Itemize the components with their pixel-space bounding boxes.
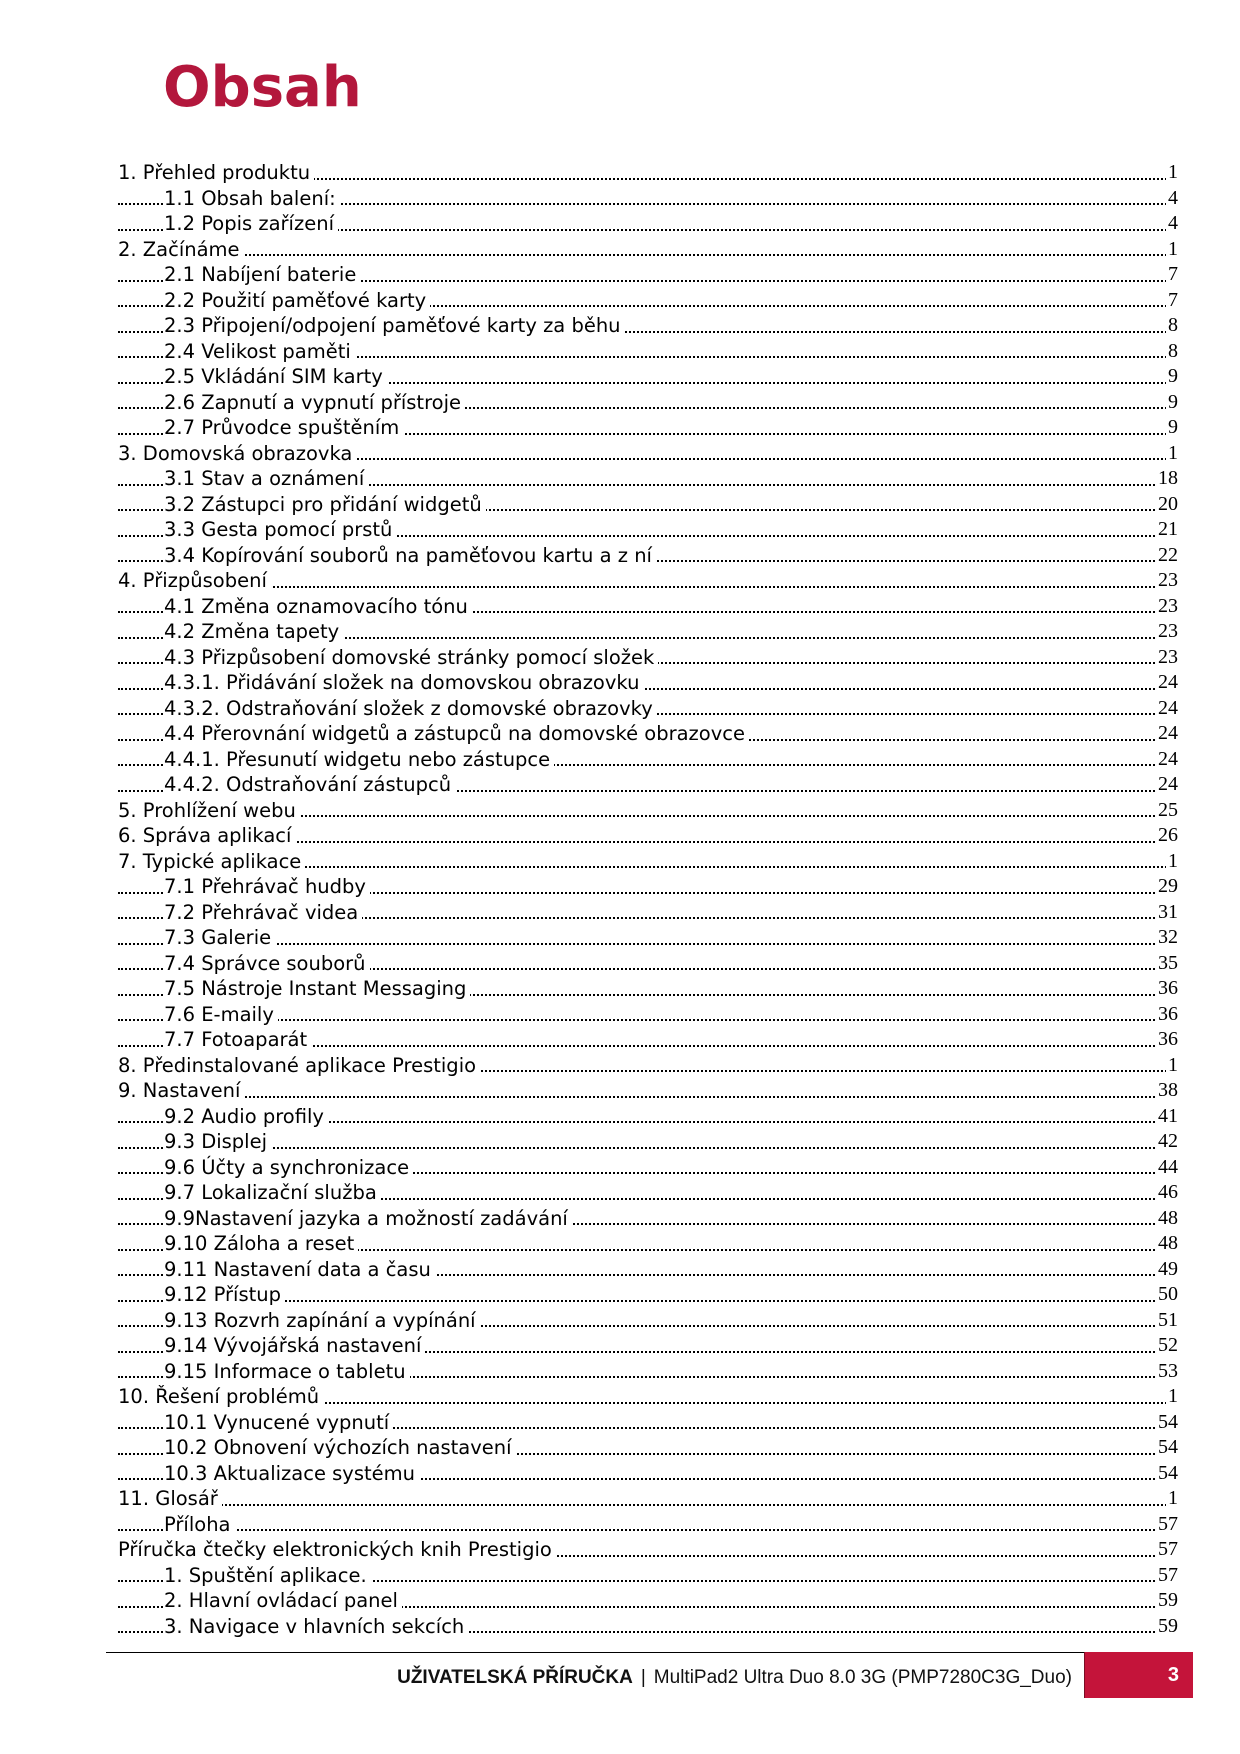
toc-entry-label: 9.13 Rozvrh zapínání a vypínání <box>164 1309 480 1332</box>
toc-entry-label: 9.9Nastavení jazyka a možností zadávání <box>164 1207 572 1230</box>
toc-entry-label: 11. Glosář <box>118 1487 222 1510</box>
toc-entry-page: 48 <box>1156 1206 1178 1232</box>
toc-entry-label: 1.2 Popis zařízení <box>164 212 338 235</box>
toc-entry[interactable] <box>118 415 1178 441</box>
toc-entry[interactable] <box>118 645 1178 671</box>
toc-entry-page: 20 <box>1156 492 1178 518</box>
toc-entry-label: 4.4.2. Odstraňování zástupců <box>164 773 455 796</box>
toc-entry[interactable] <box>118 262 1178 288</box>
toc-entry[interactable] <box>118 1512 1178 1538</box>
toc-entry[interactable] <box>118 517 1178 543</box>
toc-entry-page: 1 <box>1166 441 1178 467</box>
toc-entry[interactable] <box>118 390 1178 416</box>
toc-entry-page: 57 <box>1156 1563 1178 1589</box>
toc-entry-page: 7 <box>1166 288 1178 314</box>
toc-entry-label: 9.12 Přístup <box>164 1283 285 1306</box>
toc-entry-page: 1 <box>1166 849 1178 875</box>
toc-entry-page: 57 <box>1156 1512 1178 1538</box>
toc-entry[interactable] <box>118 1537 1178 1563</box>
dot-leader <box>118 1504 1178 1506</box>
toc-entry-page: 1 <box>1166 160 1178 186</box>
toc-entry-page: 54 <box>1156 1410 1178 1436</box>
table-of-contents <box>118 160 1178 1639</box>
toc-entry-page: 26 <box>1156 823 1178 849</box>
dot-leader <box>118 1147 1178 1149</box>
toc-entry[interactable] <box>118 976 1178 1002</box>
toc-entry-page: 44 <box>1156 1155 1178 1181</box>
toc-entry-page: 31 <box>1156 900 1178 926</box>
toc-entry[interactable] <box>118 1282 1178 1308</box>
toc-entry-page: 1 <box>1166 237 1178 263</box>
toc-entry-page: 21 <box>1156 517 1178 543</box>
toc-entry[interactable] <box>118 594 1178 620</box>
toc-entry-page: 9 <box>1166 415 1178 441</box>
toc-entry-label: 3. Domovská obrazovka <box>118 442 356 465</box>
toc-entry-label: 10. Řešení problémů <box>118 1385 323 1408</box>
footer-manual-title: UŽIVATELSKÁ PŘÍRUČKA <box>397 1667 633 1688</box>
footer-model: MultiPad2 Ultra Duo 8.0 3G (PMP7280C3G_Duo) <box>653 1667 1072 1688</box>
toc-entry[interactable] <box>118 1359 1178 1385</box>
toc-entry-label: 4.1 Změna oznamovacího tónu <box>164 595 472 618</box>
toc-entry-page: 35 <box>1156 951 1178 977</box>
toc-entry[interactable] <box>118 1257 1178 1283</box>
toc-entry[interactable] <box>118 925 1178 951</box>
toc-entry-label: 4.4 Přerovnání widgetů a zástupců na domovské obrazovce <box>164 722 749 745</box>
toc-entry[interactable] <box>118 747 1178 773</box>
toc-entry[interactable] <box>118 1614 1178 1640</box>
toc-entry-label: 9.10 Záloha a reset <box>164 1232 358 1255</box>
toc-entry-label: 3.1 Stav a oznámení <box>164 467 368 490</box>
page-number: 3 <box>1167 1664 1179 1686</box>
toc-entry[interactable] <box>118 1333 1178 1359</box>
toc-entry-page: 24 <box>1156 696 1178 722</box>
toc-entry-label: 1. Spuštění aplikace. <box>164 1564 371 1587</box>
toc-entry[interactable] <box>118 1461 1178 1487</box>
toc-entry-page: 1 <box>1166 1384 1178 1410</box>
toc-entry-page: 9 <box>1166 364 1178 390</box>
dot-leader <box>118 1096 1178 1098</box>
toc-entry[interactable] <box>118 466 1178 492</box>
toc-entry-label: 7.1 Přehrávač hudby <box>164 875 370 898</box>
footer-divider <box>106 1652 1084 1653</box>
toc-entry[interactable] <box>118 900 1178 926</box>
toc-entry-label: 4.3 Přizpůsobení domovské stránky pomocí složek <box>164 646 658 669</box>
toc-entry-label: 9.3 Displej <box>164 1130 271 1153</box>
toc-entry[interactable] <box>118 1155 1178 1181</box>
toc-entry-label: 4.3.1. Přidávání složek na domovskou obrazovku <box>164 671 643 694</box>
toc-entry-page: 25 <box>1156 798 1178 824</box>
toc-entry-label: 3.2 Zástupci pro přidání widgetů <box>164 493 486 516</box>
toc-entry-label: 3. Navigace v hlavních sekcích <box>164 1615 468 1638</box>
toc-entry-label: 10.1 Vynucené vypnutí <box>164 1411 393 1434</box>
dot-leader <box>118 586 1178 588</box>
toc-entry-page: 32 <box>1156 925 1178 951</box>
toc-entry-label: 9. Nastavení <box>118 1079 244 1102</box>
toc-entry[interactable] <box>118 1486 1178 1512</box>
toc-entry[interactable] <box>118 339 1178 365</box>
toc-entry-label: 2.7 Průvodce spuštěním <box>164 416 403 439</box>
toc-entry-page: 48 <box>1156 1231 1178 1257</box>
toc-entry[interactable] <box>118 951 1178 977</box>
toc-entry-page: 29 <box>1156 874 1178 900</box>
page-number-box <box>1084 1652 1193 1698</box>
toc-entry[interactable] <box>118 874 1178 900</box>
toc-entry-label: 2.5 Vkládání SIM karty <box>164 365 387 388</box>
toc-entry-label: 9.15 Informace o tabletu <box>164 1360 410 1383</box>
toc-entry-label: 9.11 Nastavení data a času <box>164 1258 435 1281</box>
toc-entry-page: 4 <box>1166 211 1178 237</box>
toc-entry[interactable] <box>118 619 1178 645</box>
toc-entry[interactable] <box>118 1410 1178 1436</box>
dot-leader <box>118 254 1178 256</box>
toc-entry[interactable] <box>118 237 1178 263</box>
toc-entry-page: 36 <box>1156 1002 1178 1028</box>
toc-entry-page: 23 <box>1156 619 1178 645</box>
toc-entry[interactable] <box>118 1435 1178 1461</box>
toc-entry-page: 9 <box>1166 390 1178 416</box>
toc-entry-page: 38 <box>1156 1078 1178 1104</box>
toc-entry-label: 2. Začínáme <box>118 238 244 261</box>
toc-entry[interactable] <box>118 1308 1178 1334</box>
toc-entry-page: 23 <box>1156 594 1178 620</box>
toc-entry-label: 7. Typické aplikace <box>118 850 305 873</box>
toc-entry-page: 8 <box>1166 339 1178 365</box>
toc-entry[interactable] <box>118 1027 1178 1053</box>
toc-entry[interactable] <box>118 798 1178 824</box>
toc-entry[interactable] <box>118 492 1178 518</box>
toc-entry-label: 10.2 Obnovení výchozích nastavení <box>164 1436 516 1459</box>
toc-entry-page: 24 <box>1156 772 1178 798</box>
toc-entry-label: 4. Přizpůsobení <box>118 569 271 592</box>
toc-entry[interactable] <box>118 160 1178 186</box>
toc-entry-label: 9.14 Vývojářská nastavení <box>164 1334 425 1357</box>
toc-entry-page: 24 <box>1156 747 1178 773</box>
toc-entry-page: 59 <box>1156 1588 1178 1614</box>
toc-entry[interactable] <box>118 1078 1178 1104</box>
toc-entry-page: 46 <box>1156 1180 1178 1206</box>
toc-entry-page: 23 <box>1156 645 1178 671</box>
toc-entry[interactable] <box>118 1002 1178 1028</box>
toc-entry[interactable] <box>118 211 1178 237</box>
toc-entry-page: 24 <box>1156 721 1178 747</box>
toc-entry[interactable] <box>118 849 1178 875</box>
toc-entry-label: 2.3 Připojení/odpojení paměťové karty za běhu <box>164 314 625 337</box>
toc-entry-page: 54 <box>1156 1461 1178 1487</box>
toc-entry-label: 10.3 Aktualizace systému <box>164 1462 419 1485</box>
toc-entry[interactable] <box>118 1588 1178 1614</box>
toc-entry-label: 9.6 Účty a synchronizace <box>164 1156 413 1179</box>
toc-entry-page: 42 <box>1156 1129 1178 1155</box>
dot-leader <box>118 1529 1178 1531</box>
toc-entry-label: 3.3 Gesta pomocí prstů <box>164 518 396 541</box>
toc-entry-page: 8 <box>1166 313 1178 339</box>
toc-entry-label: 2. Hlavní ovládací panel <box>164 1589 402 1612</box>
toc-entry-page: 4 <box>1166 186 1178 212</box>
toc-entry[interactable] <box>118 1104 1178 1130</box>
toc-entry-page: 49 <box>1156 1257 1178 1283</box>
footer <box>397 1660 1072 1696</box>
toc-entry-label: Příručka čtečky elektronických knih Prestigio <box>118 1538 556 1561</box>
toc-entry-label: 2.6 Zapnutí a vypnutí přístroje <box>164 391 465 414</box>
toc-entry[interactable] <box>118 670 1178 696</box>
toc-entry[interactable] <box>118 568 1178 594</box>
toc-entry[interactable] <box>118 543 1178 569</box>
toc-entry-label: 1. Přehled produktu <box>118 161 314 184</box>
toc-entry-page: 59 <box>1156 1614 1178 1640</box>
toc-entry[interactable] <box>118 1563 1178 1589</box>
toc-entry[interactable] <box>118 1129 1178 1155</box>
toc-entry[interactable] <box>118 313 1178 339</box>
toc-entry-page: 36 <box>1156 976 1178 1002</box>
toc-entry[interactable] <box>118 1231 1178 1257</box>
toc-entry-page: 41 <box>1156 1104 1178 1130</box>
toc-entry-label: 4.2 Změna tapety <box>164 620 343 643</box>
toc-entry-label: 1.1 Obsah balení: <box>164 187 340 210</box>
toc-entry-label: 2.2 Použití paměťové karty <box>164 289 430 312</box>
toc-entry-label: 9.7 Lokalizační služba <box>164 1181 381 1204</box>
toc-entry[interactable] <box>118 1180 1178 1206</box>
dot-leader <box>118 943 1178 945</box>
toc-entry-label: 2.1 Nabíjení baterie <box>164 263 360 286</box>
toc-entry-page: 1 <box>1166 1053 1178 1079</box>
toc-entry[interactable] <box>118 823 1178 849</box>
toc-entry-label: 7.2 Přehrávač videa <box>164 901 362 924</box>
toc-entry-label: Příloha <box>164 1513 235 1536</box>
toc-entry-label: 8. Předinstalované aplikace Prestigio <box>118 1054 480 1077</box>
toc-entry[interactable] <box>118 441 1178 467</box>
toc-entry-page: 50 <box>1156 1282 1178 1308</box>
toc-entry-label: 7.7 Fotoaparát <box>164 1028 311 1051</box>
toc-entry[interactable] <box>118 186 1178 212</box>
toc-entry-label: 4.3.2. Odstraňování složek z domovské obrazovky <box>164 697 657 720</box>
page-title: Obsah <box>163 55 362 120</box>
toc-entry-page: 7 <box>1166 262 1178 288</box>
toc-entry-page: 53 <box>1156 1359 1178 1385</box>
toc-entry-page: 36 <box>1156 1027 1178 1053</box>
toc-entry[interactable] <box>118 1384 1178 1410</box>
toc-entry[interactable] <box>118 1206 1178 1232</box>
footer-separator: | <box>640 1667 646 1688</box>
toc-entry[interactable] <box>118 1053 1178 1079</box>
toc-entry-label: 7.3 Galerie <box>164 926 275 949</box>
toc-entry-page: 18 <box>1156 466 1178 492</box>
toc-entry-page: 23 <box>1156 568 1178 594</box>
toc-entry-label: 9.2 Audio profily <box>164 1105 328 1128</box>
toc-entry[interactable] <box>118 772 1178 798</box>
toc-entry-page: 1 <box>1166 1486 1178 1512</box>
toc-entry-label: 7.5 Nástroje Instant Messaging <box>164 977 470 1000</box>
toc-entry-label: 3.4 Kopírování souborů na paměťovou kartu a z ní <box>164 544 656 567</box>
toc-entry-page: 51 <box>1156 1308 1178 1334</box>
toc-entry-label: 5. Prohlížení webu <box>118 799 300 822</box>
toc-entry[interactable] <box>118 721 1178 747</box>
toc-entry[interactable] <box>118 364 1178 390</box>
toc-entry-page: 57 <box>1156 1537 1178 1563</box>
toc-entry-label: 7.6 E-maily <box>164 1003 278 1026</box>
toc-entry[interactable] <box>118 288 1178 314</box>
toc-entry-page: 24 <box>1156 670 1178 696</box>
toc-entry-label: 4.4.1. Přesunutí widgetu nebo zástupce <box>164 748 554 771</box>
toc-entry-page: 22 <box>1156 543 1178 569</box>
toc-entry[interactable] <box>118 696 1178 722</box>
toc-entry-label: 2.4 Velikost paměti <box>164 340 355 363</box>
toc-entry-label: 6. Správa aplikací <box>118 824 295 847</box>
toc-entry-page: 54 <box>1156 1435 1178 1461</box>
toc-entry-label: 7.4 Správce souborů <box>164 952 370 975</box>
toc-entry-page: 52 <box>1156 1333 1178 1359</box>
